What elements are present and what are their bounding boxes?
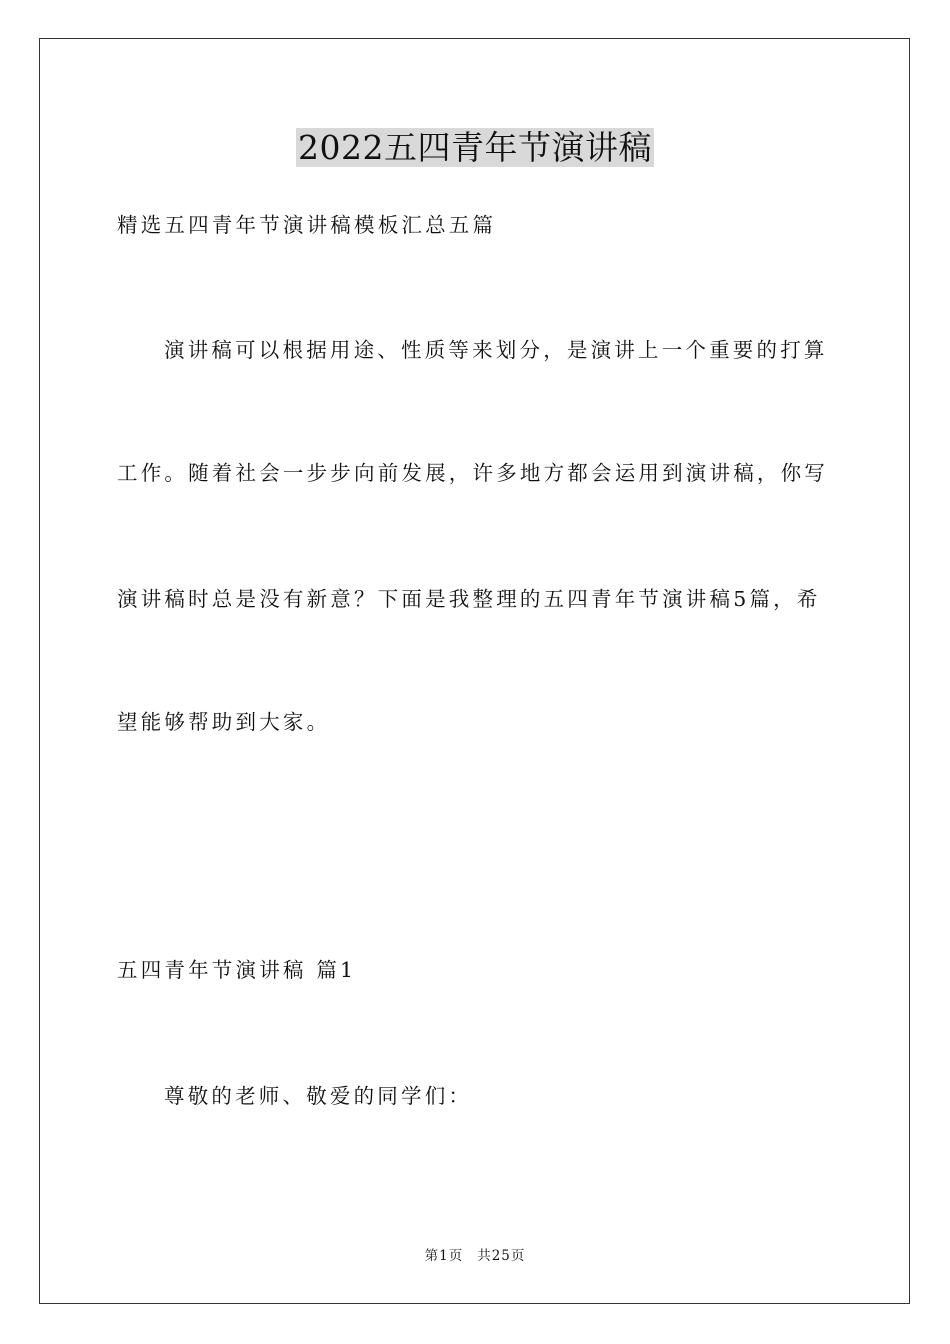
document-subtitle: 精选五四青年节演讲稿模板汇总五篇 bbox=[117, 213, 497, 237]
document-title-text: 2022五四青年节演讲稿 bbox=[298, 128, 652, 167]
page-footer bbox=[0, 1247, 950, 1265]
page-total: 共25页 bbox=[477, 1248, 526, 1264]
intro-line-4: 望能够帮助到大家。 bbox=[117, 710, 331, 734]
intro-line-3: 演讲稿时总是没有新意？下面是我整理的五四青年节演讲稿5篇，希 bbox=[117, 587, 821, 611]
intro-line-2: 工作。随着社会一步步向前发展，许多地方都会运用到演讲稿，你写 bbox=[117, 461, 828, 485]
greeting: 尊敬的老师、敬爱的同学们： bbox=[164, 1084, 473, 1108]
intro-line-1: 演讲稿可以根据用途、性质等来划分，是演讲上一个重要的打算 bbox=[164, 338, 828, 362]
page-number: 第1页 bbox=[424, 1248, 464, 1264]
document-title bbox=[0, 124, 950, 172]
section-heading: 五四青年节演讲稿 篇1 bbox=[117, 958, 357, 982]
